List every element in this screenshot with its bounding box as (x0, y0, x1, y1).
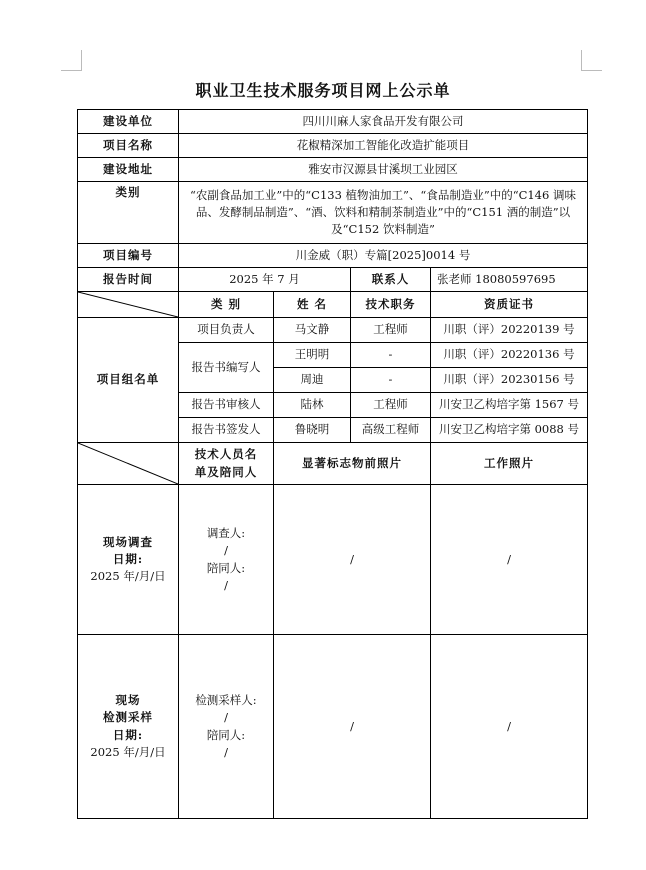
row-category (78, 182, 588, 244)
diagonal-line (78, 443, 178, 484)
crop-mark-top-right (581, 50, 602, 71)
writer-2-name: 周迪 (274, 368, 351, 393)
contact-label: 联系人 (351, 268, 431, 292)
signer-role: 报告书签发人 (179, 418, 274, 443)
sampling-companion-label: 陪同人: (206, 727, 246, 742)
sampling-companion-value: / (224, 744, 228, 759)
category-value: “农副食品加工业”中的“C133 植物油加工”、“食品制造业”中的“C146 调味品、发酵制品制造”、“酒、饮料和精制茶制造业”中的“C151 酒的制造”以及“C152 饮料制造” (179, 182, 588, 244)
survey-work-photo: / (431, 485, 588, 635)
document-title: 职业卫生技术服务项目网上公示单 (195, 81, 451, 100)
row-sampling (78, 635, 588, 819)
photo-header-diagonal-cell (78, 443, 179, 485)
sampling-landmark-photo: / (274, 635, 431, 819)
reviewer-title: 工程师 (351, 393, 431, 418)
report-time-label: 报告时间 (78, 268, 179, 292)
investigator-value: / (224, 543, 228, 558)
contact-value: 张老师 18080597695 (431, 268, 588, 292)
writer-1-title: - (351, 343, 431, 368)
project-code-label: 项目编号 (78, 244, 179, 268)
site-survey-date: 2025 年/月/日 (90, 569, 166, 584)
sampler-label: 检测采样人: (195, 693, 257, 707)
writer-role: 报告书编写人 (179, 343, 274, 393)
leader-name: 马文静 (274, 318, 351, 343)
photo-header-landmark: 显著标志物前照片 (274, 443, 431, 485)
sampler-value: / (224, 710, 228, 725)
leader-cert: 川职（评）20220139 号 (431, 318, 588, 343)
site-survey-label-cell (78, 485, 179, 635)
report-time-value: 2025 年 7 月 (179, 268, 351, 292)
team-header-diagonal-cell (78, 292, 179, 318)
sampling-staff-cell (179, 635, 274, 819)
diagonal-line (78, 292, 178, 317)
row-project-name (78, 134, 588, 158)
crop-mark-top-left (61, 50, 82, 71)
survey-companion-value: / (224, 577, 228, 592)
leader-role: 项目负责人 (179, 318, 274, 343)
team-header-type: 类 别 (179, 292, 274, 318)
writer-1-name: 王明明 (274, 343, 351, 368)
construction-unit-value: 四川川麻人家食品开发有限公司 (179, 110, 588, 134)
investigator-label: 调查人: (206, 526, 246, 540)
row-site-survey (78, 485, 588, 635)
survey-landmark-photo: / (274, 485, 431, 635)
signer-cert: 川安卫乙构培字第 0088 号 (431, 418, 588, 443)
row-project-code (78, 244, 588, 268)
construction-address-label: 建设地址 (78, 158, 179, 182)
reviewer-cert: 川安卫乙构培字第 1567 号 (431, 393, 588, 418)
team-header-title: 技术职务 (351, 292, 431, 318)
team-row-leader (78, 318, 588, 343)
sampling-date-label: 日期: (112, 727, 144, 742)
row-photo-headers (78, 443, 588, 485)
team-section-label: 项目组名单 (78, 318, 179, 443)
reviewer-role: 报告书审核人 (179, 393, 274, 418)
construction-unit-label: 建设单位 (78, 110, 179, 134)
site-survey-staff-cell (179, 485, 274, 635)
construction-address-value: 雅安市汉源县甘溪坝工业园区 (179, 158, 588, 182)
row-report-time (78, 268, 588, 292)
disclosure-form-table (77, 109, 588, 819)
writer-2-title: - (351, 368, 431, 393)
writer-2-cert: 川职（评）20230156 号 (431, 368, 588, 393)
photo-header-staff: 技术人员名单及陪同人 (179, 443, 274, 485)
sampling-date: 2025 年/月/日 (90, 744, 166, 759)
category-label: 类别 (78, 182, 179, 244)
project-name-label: 项目名称 (78, 134, 179, 158)
reviewer-name: 陆林 (274, 393, 351, 418)
sampling-work-photo: / (431, 635, 588, 819)
team-header-cert: 资质证书 (431, 292, 588, 318)
sampling-label-2: 检测采样 (103, 710, 153, 725)
site-survey-label: 现场调查 (103, 534, 153, 549)
project-code-value: 川金威（职）专篇[2025]0014 号 (179, 244, 588, 268)
row-construction-address (78, 158, 588, 182)
writer-1-cert: 川职（评）20220136 号 (431, 343, 588, 368)
project-name-value: 花椒精深加工智能化改造扩能项目 (179, 134, 588, 158)
leader-title: 工程师 (351, 318, 431, 343)
sampling-label-cell (78, 635, 179, 819)
sampling-label-1: 现场 (115, 693, 141, 707)
row-construction-unit (78, 110, 588, 134)
survey-companion-label: 陪同人: (206, 560, 246, 575)
team-header-name: 姓 名 (274, 292, 351, 318)
row-team-headers (78, 292, 588, 318)
signer-title: 高级工程师 (351, 418, 431, 443)
photo-header-work: 工作照片 (431, 443, 588, 485)
site-survey-date-label: 日期: (112, 551, 144, 566)
signer-name: 鲁晓明 (274, 418, 351, 443)
